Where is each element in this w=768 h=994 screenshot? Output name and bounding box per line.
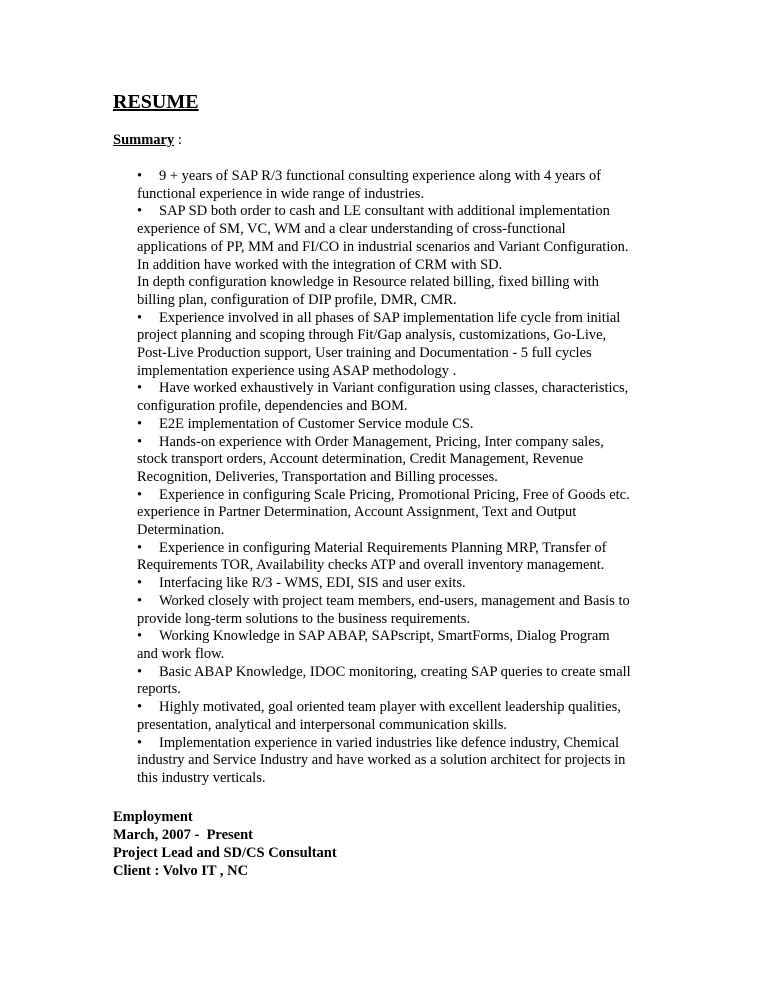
summary-item-text: and work flow.: [137, 645, 225, 662]
summary-item-text: In depth configuration knowledge in Resource related billing, fixed billing with: [137, 274, 599, 291]
summary-item-text: billing plan, configuration of DIP profile, DMR, CMR.: [137, 291, 457, 308]
summary-item-text: stock transport orders, Account determination, Credit Management, Revenue: [137, 451, 584, 468]
summary-item: [137, 434, 677, 487]
summary-item-text: 9 + years of SAP R/3 functional consulting experience along with 4 years of: [159, 168, 602, 184]
summary-item-line: [137, 239, 677, 257]
bullet-icon: •: [137, 309, 143, 326]
summary-item-text: Basic ABAP Knowledge, IDOC monitoring, creating SAP queries to create small: [159, 663, 631, 680]
summary-item-text: In addition have worked with the integration of CRM with SD.: [137, 256, 503, 273]
summary-item-line: [137, 487, 677, 505]
summary-item: [137, 593, 677, 628]
resume-title: RESUME: [113, 91, 199, 113]
summary-item-line: [137, 646, 677, 664]
summary-item: [137, 540, 677, 575]
summary-suffix: :: [174, 132, 182, 148]
summary-item-line: [137, 611, 677, 629]
bullet-icon: •: [137, 380, 143, 397]
summary-item-text: Implementation experience in varied industries like defence industry, Chemical: [159, 734, 620, 751]
summary-item-text: Post-Live Production support, User training and Documentation - 5 full cycles: [137, 345, 592, 362]
bullet-icon: •: [137, 663, 143, 680]
summary-item: [137, 575, 677, 593]
summary-item-line: [137, 522, 677, 540]
summary-item-text: Interfacing like R/3 - WMS, EDI, SIS and user exits.: [159, 575, 466, 592]
summary-item: [137, 487, 677, 540]
summary-item: [137, 380, 677, 415]
summary-item-line: [137, 310, 677, 328]
summary-item-text: experience of SM, VC, WM and a clear understanding of cross-functional: [137, 221, 566, 238]
summary-item-line: [137, 451, 677, 469]
summary-item-text: Experience in configuring Scale Pricing, Promotional Pricing, Free of Goods etc.: [159, 486, 630, 503]
summary-list: [137, 168, 677, 788]
summary-item-text: Highly motivated, goal oriented team player with excellent leadership qualities,: [159, 699, 621, 716]
summary-item-line: [137, 363, 677, 381]
summary-item-text: Have worked exhaustively in Variant configuration using classes, characteristics,: [159, 380, 629, 397]
bullet-icon: •: [137, 433, 143, 450]
summary-item-text: experience in Partner Determination, Account Assignment, Text and Output: [137, 504, 577, 521]
summary-item-line: [137, 540, 677, 558]
summary-item-line: [137, 717, 677, 735]
bullet-icon: •: [137, 168, 143, 184]
summary-item-line: [137, 203, 677, 221]
summary-item-line: [137, 681, 677, 699]
summary-heading: [113, 131, 182, 149]
summary-item-line: [137, 575, 677, 593]
summary-item-line: [137, 257, 677, 275]
summary-item-line: [137, 469, 677, 487]
summary-item: [137, 628, 677, 663]
bullet-icon: •: [137, 628, 143, 645]
summary-item-text: Hands-on experience with Order Management, Pricing, Inter company sales,: [159, 433, 604, 450]
summary-item-text: this industry verticals.: [137, 769, 266, 786]
summary-item: [137, 310, 677, 381]
summary-item-text: reports.: [137, 681, 181, 698]
summary-item-text: Determination.: [137, 522, 225, 539]
summary-item-line: [137, 593, 677, 611]
summary-item-text: E2E implementation of Customer Service module CS.: [159, 415, 474, 432]
summary-item-text: Working Knowledge in SAP ABAP, SAPscript, SmartForms, Dialog Program: [159, 628, 610, 645]
summary-item-line: [137, 345, 677, 363]
summary-item-text: Requirements TOR, Availability checks ATP and overall inventory management.: [137, 557, 605, 574]
summary-item-line: [137, 557, 677, 575]
summary-item-line: [137, 274, 677, 292]
summary-item-text: implementation experience using ASAP methodology .: [137, 362, 457, 379]
summary-item-line: [137, 628, 677, 646]
summary-item-line: [137, 770, 677, 788]
summary-item-line: [137, 416, 677, 434]
employment-role: Project Lead and SD/CS Consultant: [113, 845, 337, 861]
summary-item: [137, 735, 677, 788]
summary-item-text: Recognition, Deliveries, Transportation and Billing processes.: [137, 468, 498, 485]
summary-item-text: Experience in configuring Material Requirements Planning MRP, Transfer of: [159, 539, 607, 556]
summary-item-text: configuration profile, dependencies and BOM.: [137, 398, 408, 415]
summary-item-line: [137, 327, 677, 345]
summary-item-line: [137, 221, 677, 239]
summary-item-text: project planning and scoping through Fit/Gap analysis, customizations, Go-Live,: [137, 327, 607, 344]
summary-item-line: [137, 292, 677, 310]
bullet-icon: •: [137, 592, 143, 609]
summary-item-text: applications of PP, MM and FI/CO in industrial scenarios and Variant Configuration.: [137, 238, 629, 255]
employment-dates: March, 2007 - Present: [113, 827, 254, 843]
summary-item-line: [137, 380, 677, 398]
summary-item-line: [137, 664, 677, 682]
summary-item: [137, 168, 677, 203]
summary-item-line: [137, 699, 677, 717]
summary-item-line: [137, 504, 677, 522]
employment-client: Client : Volvo IT , NC: [113, 863, 249, 879]
summary-item-line: [137, 168, 677, 186]
summary-item-line: [137, 735, 677, 753]
summary-label: Summary: [113, 132, 175, 148]
summary-item: [137, 416, 677, 434]
bullet-icon: •: [137, 699, 143, 716]
summary-item-line: [137, 752, 677, 770]
summary-item-text: SAP SD both order to cash and LE consultant with additional implementation: [159, 203, 610, 220]
bullet-icon: •: [137, 486, 143, 503]
summary-item-text: presentation, analytical and interpersonal communication skills.: [137, 716, 508, 733]
summary-item: [137, 699, 677, 734]
bullet-icon: •: [137, 539, 143, 556]
summary-item-line: [137, 398, 677, 416]
employment-section: [113, 808, 337, 880]
summary-item-text: provide long-term solutions to the business requirements.: [137, 610, 471, 627]
summary-item-text: Worked closely with project team members, end-users, management and Basis to: [159, 592, 630, 609]
summary-item-text: functional experience in wide range of industries.: [137, 185, 425, 202]
bullet-icon: •: [137, 203, 143, 220]
summary-item-line: [137, 434, 677, 452]
summary-item-text: industry and Service Industry and have worked as a solution architect for projects in: [137, 752, 626, 769]
bullet-icon: •: [137, 415, 143, 432]
summary-item: [137, 664, 677, 699]
summary-item-text: Experience involved in all phases of SAP implementation life cycle from initial: [159, 309, 621, 326]
bullet-icon: •: [137, 734, 143, 751]
bullet-icon: •: [137, 575, 143, 592]
employment-heading: Employment: [113, 809, 193, 825]
summary-item-line: [137, 186, 677, 204]
summary-item: [137, 203, 677, 309]
